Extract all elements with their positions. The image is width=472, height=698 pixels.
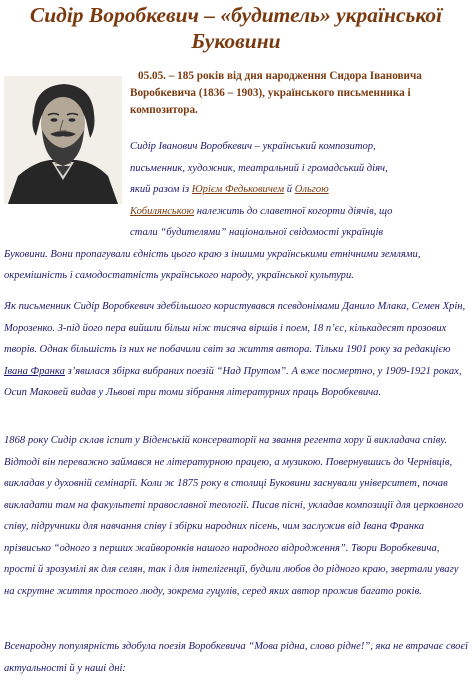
page-title [0, 2, 472, 54]
link-yurii-fedkovych[interactable]: Юрієм Федьковичем [191, 184, 285, 195]
paragraph-4: Всенародну популярність здобула поезія Воробкевича “Мова рідна, слово рідне!”, яка не втрачає своєї актуальності й у наші дні: [4, 641, 469, 674]
p1-rest: Буковини. Вони пропагували єдність цього краю з іншими українськими етнічними землями, окремішність і самодостатність українського народу, української культури. [4, 248, 421, 281]
p1-line-3-mid: й [284, 184, 295, 195]
p2-text-post: з’явилася збірка вибраних поезій “Над Прутом”. А вже посмертно, у 1909-1921 роках, Осип Маковей видав у Львові три томи зібрання літературних праць Воробкевича. [4, 365, 462, 398]
p2-text-pre: Як письменник Сидір Воробкевич здебільшого користувався псевдонімами Данило Млака, Семен Хрін, Морозенко. З-під його пера вийшли більш ніж тисяча віршів і поем, 18 п’єс, кількадесят прозових творів. Однак більшість із них не побачили світ за життя автора. Тільки 1901 року за редакцією [4, 301, 466, 355]
title-line-1: Сидір Воробкевич – «будитель» української [29, 3, 443, 27]
paragraph-1 [4, 136, 470, 287]
intro-text: 05.05. – 185 років від дня народження Сидора Івановича Воробкевича (1836 – 1903), українського письменника і композитора. [130, 70, 422, 116]
p1-line-4-text: належить до славетної когорти діячів, що [194, 205, 393, 217]
p1-line-3 [4, 179, 470, 201]
paragraph-2 [4, 296, 470, 404]
p1-line-2: письменник, художник, театральний і громадський діяч, [130, 162, 388, 174]
p1-line-3-text: який разом із [130, 184, 192, 195]
link-ivan-franko[interactable]: Івана Франка [4, 365, 65, 377]
p1-line-1: Сидір Іванович Воробкевич – український композитор, [130, 141, 376, 152]
title-line-2: Буковини [191, 29, 281, 53]
paragraph-3: 1868 року Сидір склав іспит у Віденській консерваторії на звання регента хору й викладача співу. Відтоді він переважно займався не літературною працею, а музикою. Повернувшись до Чернівців, викладав у духовній семінарії. Коли ж 1875 року в столиці Буковини заснували університет, почав викладати там на факультеті православної теології. Писав пісні, укладав композиції для церковного співу, підручники для навчання співу і збірки народних пісень, чим заслужив від Івана Франка прізвисько “одного з перших жайворонків нашого народного відродження”. Твори Воробкевича, прості й зрозумілі як для селян, так і для інтелігенції, будили любов до рідного краю, звертали увагу на скрутне життя простого люду, зокрема гуцулів, серед яких автор прожив багато років. [4, 435, 464, 597]
p1-line-4 [4, 201, 470, 223]
p1-line-5: стали “будителями” національної свідомості українців [130, 227, 383, 238]
link-olha-kobylianska-cont[interactable]: Кобилянською [130, 205, 195, 217]
link-olha-kobylianska[interactable]: Ольгою [294, 184, 329, 195]
